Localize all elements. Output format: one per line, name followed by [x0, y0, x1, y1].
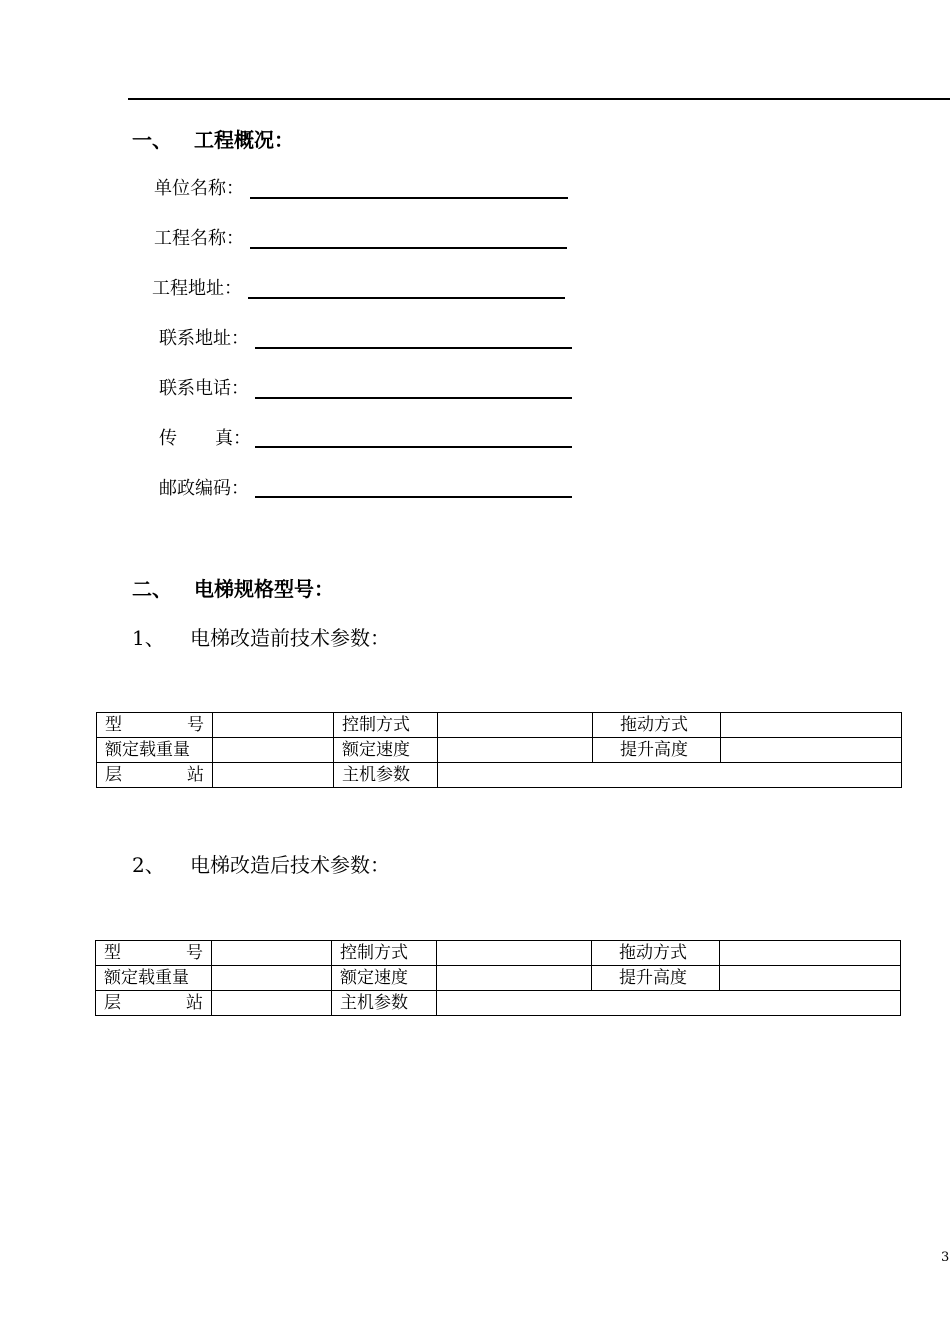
subsection-before-number: 1、 [132, 626, 165, 650]
section-1-heading [132, 124, 294, 153]
value-drive[interactable] [720, 941, 901, 966]
subsection-before-title: 电梯改造前技术参数： [190, 626, 390, 650]
field-project-address [152, 274, 242, 300]
label-drive: 拖动方式 [592, 941, 720, 966]
value-speed[interactable] [437, 966, 592, 991]
field-unit-name-label: 单位名称： [154, 178, 244, 199]
value-floors[interactable] [213, 763, 334, 788]
field-project-name-line [250, 247, 567, 249]
label-floors: 层 站 [97, 763, 213, 788]
value-load[interactable] [213, 738, 334, 763]
field-postcode [159, 474, 249, 500]
spec-table-after [95, 940, 901, 1016]
table-row [97, 738, 902, 763]
field-unit-name [154, 174, 244, 200]
value-motor[interactable] [437, 991, 901, 1016]
field-phone [159, 374, 249, 400]
field-project-address-line [248, 297, 565, 299]
field-fax-label-a: 传 [159, 428, 177, 449]
table-row [97, 713, 902, 738]
header-rule [128, 98, 950, 100]
table-row [96, 941, 901, 966]
field-postcode-label: 邮政编码： [159, 478, 249, 499]
label-model: 型 号 [96, 941, 212, 966]
field-phone-label: 联系电话： [159, 378, 249, 399]
value-control[interactable] [438, 713, 593, 738]
spec-table-before [96, 712, 902, 788]
label-height: 提升高度 [593, 738, 721, 763]
section-2-number: 二、 [132, 577, 172, 601]
table-row [96, 966, 901, 991]
field-project-address-label: 工程地址： [152, 278, 242, 299]
field-fax-label-b: 真： [215, 428, 251, 449]
section-1-number: 一、 [132, 128, 172, 152]
field-fax-line [255, 446, 572, 448]
subsection-after-title: 电梯改造后技术参数： [190, 853, 390, 877]
section-1-title: 工程概况： [194, 128, 294, 152]
label-floors: 层 站 [96, 991, 212, 1016]
field-project-name-label: 工程名称： [154, 228, 244, 249]
section-2-title: 电梯规格型号： [194, 577, 334, 601]
value-height[interactable] [720, 966, 901, 991]
field-fax [159, 424, 251, 450]
value-model[interactable] [213, 713, 334, 738]
table-row [97, 763, 902, 788]
field-phone-line [255, 397, 572, 399]
label-height: 提升高度 [592, 966, 720, 991]
label-drive: 拖动方式 [593, 713, 721, 738]
label-speed: 额定速度 [334, 738, 438, 763]
field-contact-address-line [255, 347, 572, 349]
field-contact-address-label: 联系地址： [159, 328, 249, 349]
value-load[interactable] [212, 966, 332, 991]
value-motor[interactable] [438, 763, 902, 788]
subsection-before-heading [132, 622, 390, 651]
subsection-after-number: 2、 [132, 853, 165, 877]
value-model[interactable] [212, 941, 332, 966]
field-project-name [154, 224, 244, 250]
value-floors[interactable] [212, 991, 332, 1016]
page-number: 3 [941, 1250, 950, 1265]
field-unit-name-line [250, 197, 568, 199]
label-load: 额定载重量 [97, 738, 213, 763]
label-control: 控制方式 [334, 713, 438, 738]
field-contact-address [159, 324, 249, 350]
label-control: 控制方式 [332, 941, 437, 966]
label-load: 额定载重量 [96, 966, 212, 991]
label-motor: 主机参数 [334, 763, 438, 788]
label-motor: 主机参数 [332, 991, 437, 1016]
section-2-heading [132, 573, 334, 602]
value-speed[interactable] [438, 738, 593, 763]
label-model: 型 号 [97, 713, 213, 738]
field-postcode-line [255, 496, 572, 498]
value-drive[interactable] [721, 713, 902, 738]
label-speed: 额定速度 [332, 966, 437, 991]
subsection-after-heading [132, 849, 390, 878]
table-row [96, 991, 901, 1016]
value-height[interactable] [721, 738, 902, 763]
value-control[interactable] [437, 941, 592, 966]
